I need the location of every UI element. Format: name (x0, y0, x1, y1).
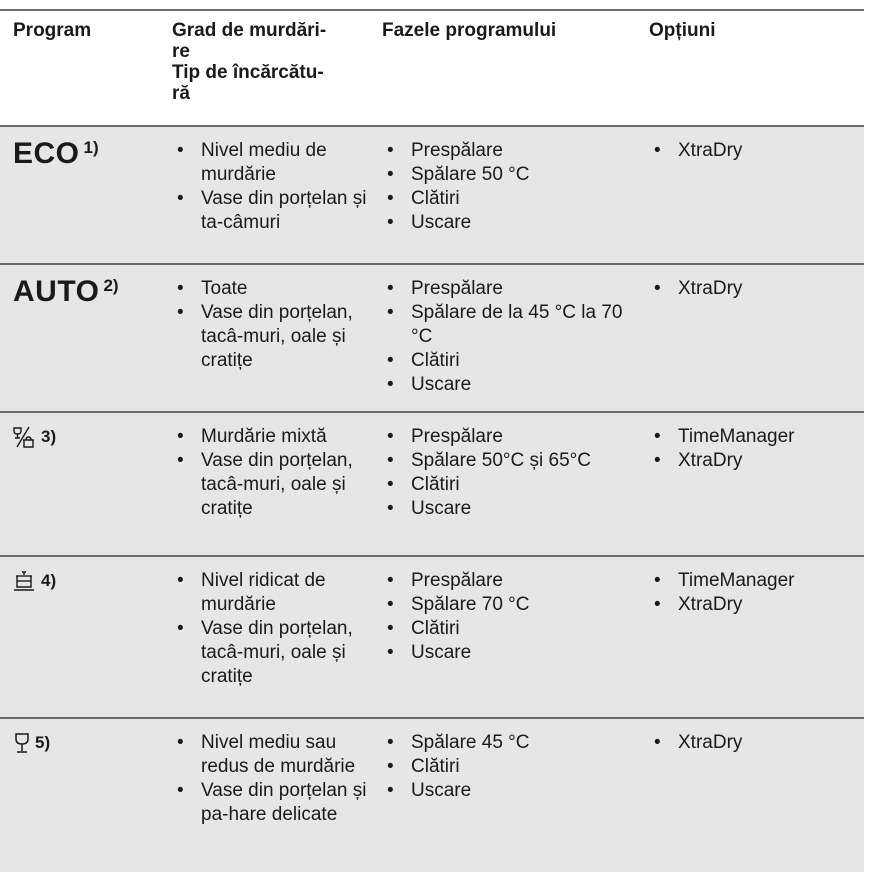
grad-cell (172, 413, 372, 521)
list-item: • Vase din porțelan, tacâ-muri, oale și cratițe (172, 301, 372, 373)
optiuni-cell (649, 557, 864, 617)
program-cell (13, 719, 163, 755)
list-item: • Spălare de la 45 °C la 70 °C (382, 301, 642, 349)
program-cell (13, 557, 163, 593)
list-item: • Nivel mediu de murdărie (172, 139, 372, 187)
list-item: • XtraDry (649, 277, 864, 301)
faze-cell (382, 413, 642, 521)
program-label: AUTO (13, 275, 100, 308)
list-item: • Vase din porțelan și pa-hare delicate (172, 779, 372, 827)
optiuni-cell (649, 127, 864, 163)
header-optiuni: Opțiuni (649, 20, 716, 41)
grad-cell (172, 127, 372, 235)
list-item: • TimeManager (649, 569, 864, 593)
faze-cell (382, 557, 642, 665)
faze-cell (382, 719, 642, 803)
grad-cell (172, 557, 372, 689)
list-item: • Spălare 50 °C (382, 163, 642, 187)
faze-cell (382, 127, 642, 235)
list-item: • Uscare (382, 373, 642, 397)
list-item: • Spălare 50°C și 65°C (382, 449, 642, 473)
list-item: • Nivel ridicat de murdărie (172, 569, 372, 617)
grad-cell (172, 265, 372, 373)
header-grad-line: ră (172, 83, 190, 104)
list-item: • Nivel mediu sau redus de murdărie (172, 731, 372, 779)
table-header (0, 9, 864, 127)
header-faze: Fazele programului (382, 20, 557, 41)
table-row (0, 557, 864, 719)
glass-and-pot-icon (13, 426, 35, 448)
list-item: • XtraDry (649, 731, 864, 755)
header-grad-line: Tip de încărcătu- (172, 62, 324, 83)
grad-cell (172, 719, 372, 827)
wine-glass-icon (13, 732, 35, 754)
list-item: • XtraDry (649, 449, 864, 473)
header-grad-line: re (172, 41, 190, 62)
header-grad (172, 11, 372, 104)
list-item: • Clătiri (382, 349, 642, 373)
table-row (0, 413, 864, 557)
table-row (0, 265, 864, 413)
list-item: • XtraDry (649, 593, 864, 617)
list-item: • Clătiri (382, 617, 642, 641)
list-item: • Vase din porțelan, tacâ-muri, oale și cratițe (172, 449, 372, 521)
optiuni-cell (649, 265, 864, 301)
list-item: • XtraDry (649, 139, 864, 163)
list-item: • Uscare (382, 641, 642, 665)
list-item: • Toate (172, 277, 372, 301)
program-cell (13, 265, 163, 307)
program-table (0, 9, 864, 872)
header-program: Program (13, 20, 92, 41)
program-note: 3) (41, 427, 57, 446)
table-row (0, 719, 864, 872)
list-item: • Murdărie mixtă (172, 425, 372, 449)
header-grad-line: Grad de murdări- (172, 20, 327, 41)
list-item: • Clătiri (382, 755, 642, 779)
list-item: • Prespălare (382, 139, 642, 163)
list-item: • Spălare 45 °C (382, 731, 642, 755)
list-item: • Prespălare (382, 569, 642, 593)
list-item: • Uscare (382, 497, 642, 521)
list-item: • Prespălare (382, 277, 642, 301)
program-cell (13, 413, 163, 449)
program-note: 2) (103, 276, 119, 295)
list-item: • Uscare (382, 211, 642, 235)
program-label: ECO (13, 137, 80, 170)
program-note: 4) (41, 571, 57, 590)
list-item: • Clătiri (382, 473, 642, 497)
pot-icon (13, 570, 35, 592)
list-item: • Spălare 70 °C (382, 593, 642, 617)
list-item: • Uscare (382, 779, 642, 803)
list-item: • Clătiri (382, 187, 642, 211)
list-item: • Vase din porțelan și ta-câmuri (172, 187, 372, 235)
faze-cell (382, 265, 642, 397)
program-note: 1) (83, 138, 99, 157)
program-cell (13, 127, 163, 169)
optiuni-cell (649, 719, 864, 755)
list-item: • TimeManager (649, 425, 864, 449)
list-item: • Vase din porțelan, tacâ-muri, oale și cratițe (172, 617, 372, 689)
table-row (0, 127, 864, 265)
optiuni-cell (649, 413, 864, 473)
list-item: • Prespălare (382, 425, 642, 449)
program-note: 5) (35, 733, 51, 752)
